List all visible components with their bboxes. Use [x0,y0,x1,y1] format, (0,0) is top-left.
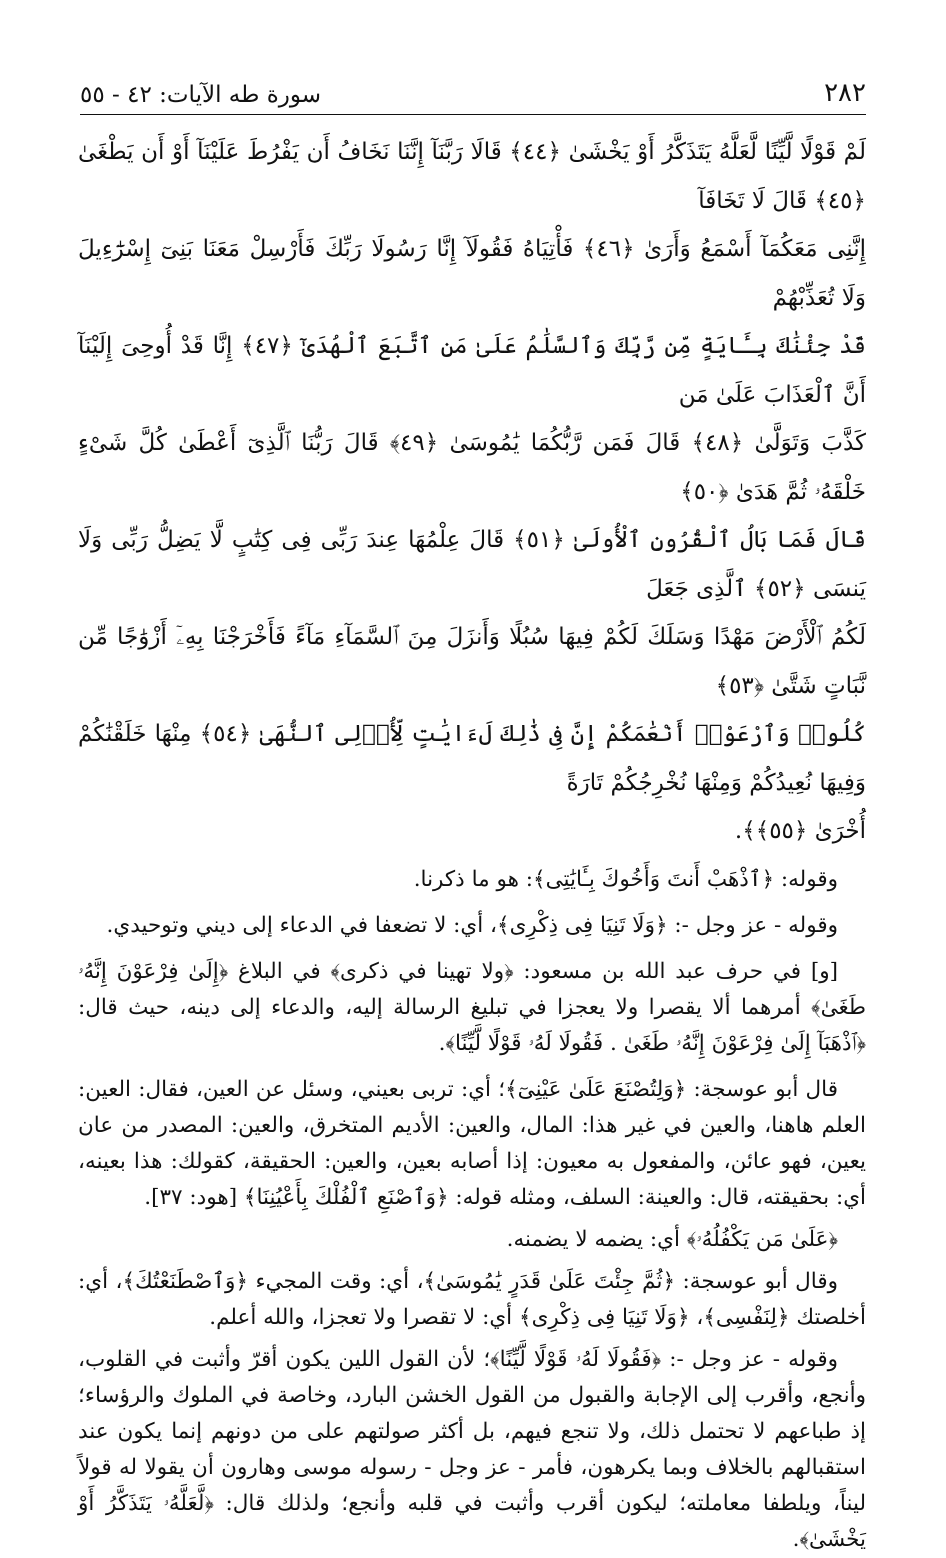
quran-line: كَذَّبَ وَتَوَلَّىٰ ﴿٤٨﴾ قَالَ فَمَن رَّبُّكُمَا يَٰمُوسَىٰ ﴿٤٩﴾ قَالَ رَبُّنَا ٱلَّذِىٓ أَعْطَىٰ كُلَّ شَىْءٍ خَلْقَهُۥ ثُمَّ هَدَىٰ ﴿٥٠﴾ [78,430,866,505]
commentary-paragraph: وقوله - عز وجل -: ﴿فَقُولَا لَهُۥ قَوْلًا لَّيِّنًا﴾؛ لأن القول اللين يكون أقرّ وأثبت في القلوب، وأنجع، وأقرب إلى الإجابة والقبول من القول الخشن البارد، وخاصة في الملوك والرؤساء؛ إذ طباعهم لا تحتمل ذلك، ولا تنجع فيهم، بل أكثر صولتهم على من دونهم إنما يكون عند استقبالهم بالخلاف وبما يكرهون، فأمر - عز وجل - رسوله موسى وهارون أن يقولا له قولاً ليناً، ويلطفا معاملته؛ ليكون أقرب وأثبت في قلبه وأنجع؛ ولذلك قال: ﴿لَّعَلَّهُۥ يَتَذَكَّرُ أَوْ يَخْشَىٰ﴾. [78,1346,866,1552]
commentary-paragraph: وقوله: ﴿ٱذْهَبْ أَنتَ وَأَخُوكَ بِـَٔايَٰتِى﴾: هو ما ذكرنا. [413,866,838,892]
commentary-paragraph: قال أبو عوسجة: ﴿وَلِتُصْنَعَ عَلَىٰ عَيْنِىٓ﴾؛ أي: تربى بعيني، وسئل عن العين، فقال: العين: العلم هاهنا، والعين في غير هذا: المال، والعين: الأديم المتخرق، والعين: المصدر من عان يعين، فهو عائن، والمفعول به معيون: إذا أصابه بعين، والعين: الحقيقة، كقولك: هذا بعينه، أي: بحقيقته، قال: والعينة: السلف، ومثله قوله: ﴿وَٱصْنَعِ ٱلْفُلْكَ بِأَعْيُنِنَا﴾ [هود: ٣٧]. [78,1076,866,1210]
quran-line: قَدْ جِئْنَٰكَ بِـَٔايَةٍ مِّن رَّبِّكَ وَٱلسَّلَٰمُ عَلَىٰ مَنِ ٱتَّبَعَ ٱلْهُدَىٰٓ ﴿٤٧﴾ إِنَّا قَدْ أُوحِىَ إِلَيْنَآ أَنَّ ٱلْعَذَابَ عَلَىٰ مَن [78,333,866,408]
commentary-paragraph: [و] في حرف عبد الله بن مسعود: ﴿ولا تهينا في ذكرى﴾ في البلاغ ﴿إِلَىٰ فِرْعَوْنَ إِنَّهُۥ طَغَىٰ﴾ أمرهما ألا يقصرا ولا يعجزا في تبليغ الرسالة إليه، والدعاء إلى دينه، حيث قال: ﴿ٱذْهَبَآ إِلَىٰ فِرْعَوْنَ إِنَّهُۥ طَغَىٰ . فَقُولَا لَهُۥ قَوْلًا لَّيِّنًا﴾. [78,958,866,1056]
spacer [78,944,866,954]
spacer [78,1062,866,1072]
quran-line: أُخْرَىٰ ﴿٥٥﴾﴾. [734,818,866,844]
page-number: ٢٨٢ [824,78,866,108]
quran-line: لَكُمُ ٱلْأَرْضَ مَهْدًا وَسَلَكَ لَكُمْ فِيهَا سُبُلًا وَأَنزَلَ مِنَ ٱلسَّمَآءِ مَآءً فَأَخْرَجْنَا بِهِۦٓ أَزْوَٰجًا مِّن نَّبَاتٍ شَتَّىٰ ﴿٥٣﴾ [78,624,866,699]
commentary-paragraph: ﴿عَلَىٰ مَن يَكْفُلُهُۥ﴾ أي: يضمه لا يضمنه. [506,1226,838,1252]
quran-line: كُلُوا۟ وَٱرْعَوْا۟ أَنْعَٰمَكُمْ إِنَّ فِى ذَٰلِكَ لَءَايَٰتٍ لِّأُو۟لِى ٱلنُّهَىٰ ﴿٥٤﴾ مِنْهَا خَلَقْنَٰكُمْ وَفِيهَا نُعِيدُكُمْ وَمِنْهَا نُخْرِجُكُمْ تَارَةً [78,721,867,796]
commentary-paragraph: وقوله - عز وجل -: ﴿وَلَا تَنِيَا فِى ذِكْرِى﴾، أي: لا تضعفا في الدعاء إلى ديني وتوحيدي. [106,912,838,938]
spacer [78,898,866,908]
page-header [80,72,866,115]
quran-line: إِنَّنِى مَعَكُمَآ أَسْمَعُ وَأَرَىٰ ﴿٤٦﴾ فَأْتِيَاهُ فَقُولَآ إِنَّا رَسُولَا رَبِّكَ فَأَرْسِلْ مَعَنَا بَنِىٓ إِسْرَٰٓءِيلَ وَلَا تُعَذِّبْهُمْ [78,236,866,311]
commentary-paragraph: وقال أبو عوسجة: ﴿ثُمَّ جِئْتَ عَلَىٰ قَدَرٍ يَٰمُوسَىٰ﴾، أي: وقت المجيء ﴿وَٱصْطَنَعْتُكَ﴾، أي: أخلصتك ﴿لِنَفْسِى﴾، ﴿وَلَا تَنِيَا فِى ذِكْرِى﴾ أي: لا تقصرا ولا تعجزا، والله أعلم. [78,1268,866,1330]
quran-line: لَمْ قَوْلًا لَّيِّنًا لَّعَلَّهُ يَتَذَكَّرُ أَوْ يَخْشَىٰ ﴿٤٤﴾ قَالَا رَبَّنَآ إِنَّنَا نَخَافُ أَن يَفْرُطَ عَلَيْنَآ أَوْ أَن يَطْغَىٰ ﴿٤٥﴾ قَالَ لَا تَخَافَآ [78,139,866,214]
running-title: سورة طه الآيات: ٤٢ - ٥٥ [80,82,322,108]
page-body [78,128,866,1558]
quran-line: قَالَ فَمَا بَالُ ٱلْقُرُونِ ٱلْأُولَىٰ ﴿٥١﴾ قَالَ عِلْمُهَا عِندَ رَبِّى فِى كِتَٰبٍ لَّا يَضِلُّ رَبِّى وَلَا يَنسَى ﴿٥٢﴾ ٱلَّذِى جَعَلَ [78,527,866,602]
quran-verses-block [78,128,866,856]
